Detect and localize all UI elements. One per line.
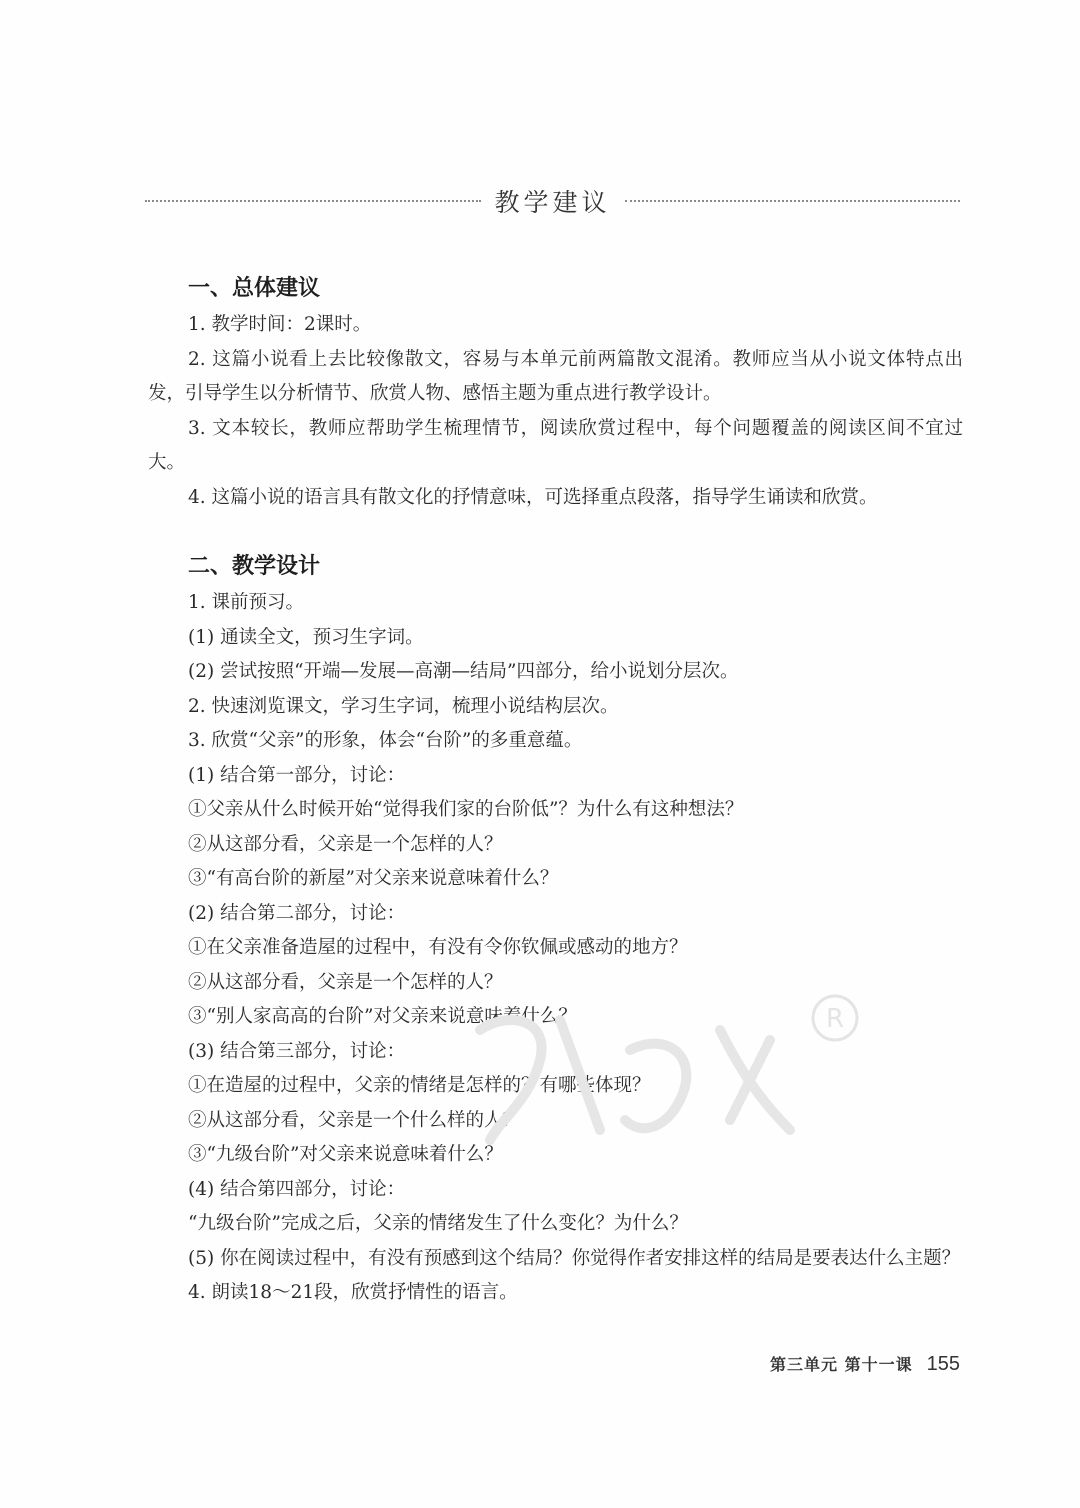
page-footer — [770, 1352, 960, 1376]
list-item: (5) 你在阅读过程中，有没有预感到这个结局？你觉得作者安排这样的结局是要表达什么主题？ — [188, 1247, 961, 1269]
list-item: ②从这部分看，父亲是一个怎样的人？ — [188, 833, 503, 855]
list-item: 2. 快速浏览课文，学习生字词，梳理小说结构层次。 — [188, 695, 619, 717]
list-item: (1) 通读全文，预习生字词。 — [188, 626, 424, 648]
paragraph: 1. 教学时间：2课时。 — [188, 314, 372, 335]
list-item: ③“别人家高高的台阶”对父亲来说意味着什么？ — [188, 1006, 577, 1027]
section-header — [145, 178, 960, 224]
footer-unit-lesson: 第三单元 第十一课 — [770, 1355, 913, 1374]
list-item: ①在父亲准备造屋的过程中，有没有令你钦佩或感动的地方？ — [188, 937, 688, 958]
list-item: ③“九级台阶”对父亲来说意味着什么？ — [188, 1144, 503, 1165]
paragraph: 2. 这篇小说看上去比较像散文，容易与本单元前两篇散文混淆。教师应当从小说文体特点出发，引导学生以分析情节、欣赏人物、感悟主题为重点进行教学设计。 — [148, 348, 963, 404]
dotted-rule-right — [625, 200, 961, 202]
list-item: 4. 朗读18～21段，欣赏抒情性的语言。 — [188, 1282, 518, 1303]
paragraph: 4. 这篇小说的语言具有散文化的抒情意味，可选择重点段落，指导学生诵读和欣赏。 — [188, 486, 878, 508]
paragraph: 3. 文本较长，教师应帮助学生梳理情节，阅读欣赏过程中，每个问题覆盖的阅读区间不宜过大。 — [148, 417, 963, 473]
page-title: 教学建议 — [494, 188, 611, 217]
dotted-rule-left — [145, 200, 481, 202]
section-spacer — [148, 515, 963, 548]
svg-text:R: R — [825, 1004, 845, 1034]
list-item: (2) 结合第二部分，讨论： — [188, 902, 406, 924]
list-item: ②从这部分看，父亲是一个什么样的人？ — [188, 1109, 522, 1131]
list-item: (3) 结合第三部分，讨论： — [188, 1040, 406, 1062]
list-item: 1. 课前预习。 — [188, 592, 305, 613]
page-number: 155 — [926, 1353, 960, 1375]
list-item: ②从这部分看，父亲是一个怎样的人？ — [188, 971, 503, 993]
section-heading-design: 二、教学设计 — [188, 554, 321, 579]
list-item: (1) 结合第一部分，讨论： — [188, 764, 406, 786]
document-body — [148, 270, 963, 1311]
section-heading-general: 一、总体建议 — [188, 276, 321, 301]
list-item: (4) 结合第四部分，讨论： — [188, 1178, 406, 1200]
list-item: “九级台阶”完成之后，父亲的情绪发生了什么变化？为什么？ — [188, 1213, 688, 1234]
list-item: ①父亲从什么时候开始“觉得我们家的台阶低”？为什么有这种想法？ — [188, 799, 744, 820]
list-item: 3. 欣赏“父亲”的形象，体会“台阶”的多重意蕴。 — [188, 730, 583, 751]
list-item: ③“有高台阶的新屋”对父亲来说意味着什么？ — [188, 868, 559, 889]
list-item: ①在造屋的过程中，父亲的情绪是怎样的？有哪些体现？ — [188, 1075, 651, 1096]
list-item: (2) 尝试按照“开端—发展—高潮—结局”四部分，给小说划分层次。 — [188, 661, 739, 682]
